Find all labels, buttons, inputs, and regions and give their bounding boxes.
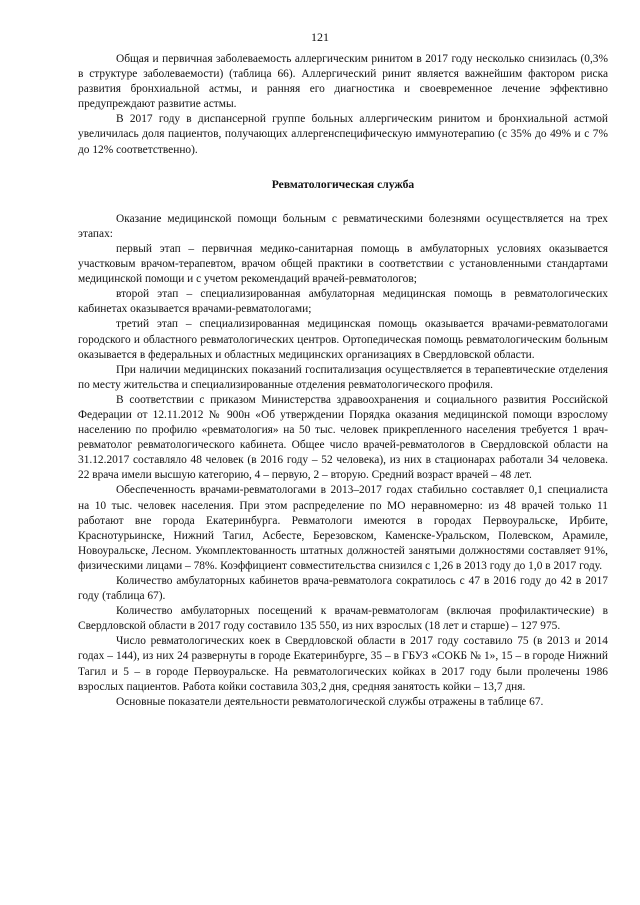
page-number: 121 bbox=[311, 30, 329, 44]
body-paragraph: Обеспеченность врачами-ревматологами в 2013–2017 годах стабильно составляет 0,1 специалиста на 10 тыс. человек населения. При этом распределение по МО неравномерно: из 48 врачей только 11 работают вне города Екатеринбурга. Ревматологи имеются в городах Первоуральске, Ирбите, Краснотурьинске, Нижний Тагил, Асбесте, Березовском, Каменске-Уральском, Полевском, Арамиле, Новоуральске, Лесном. Укомплектованность штатных должностей занятыми должностями составляет 91%, физическими лицами – 78%. Коэффициент совместительства снизился с 1,26 в 2013 году до 1,0 в 2017 году. bbox=[78, 484, 608, 572]
body-paragraph: Основные показатели деятельности ревматологической службы отражены в таблице 67. bbox=[116, 695, 544, 708]
section-title: Ревматологическая служба bbox=[271, 177, 415, 191]
page-content bbox=[78, 52, 608, 710]
stage-three-paragraph: третий этап – специализированная медицинская помощь оказывается врачами-ревматологами городского и областного ревматологических центров. Ортопедическая помощь ревматологическим больным оказывается в федеральных и областных медицинских организациях в Свердловской области. bbox=[78, 318, 608, 361]
stage-one-paragraph: первый этап – первичная медико-санитарная помощь в амбулаторных условиях оказывается участковым врачом-терапевтом, врачом общей практики в соответствии с установленными стандартами медицинской помощи и с учетом рекомендаций врачей-ревматологов; bbox=[78, 242, 608, 286]
body-paragraph: При наличии медицинских показаний госпитализация осуществляется в терапевтические отделения по месту жительства и специализированные отделения ревматологического профиля. bbox=[78, 363, 608, 391]
body-paragraph: В соответствии с приказом Министерства здравоохранения и социального развития Российской Федерации от 12.11.2012 № 900н «Об утверждении Порядка оказания медицинской помощи взрослому населению по профилю «ревматология» на 50 тыс. человек прикрепленного населения требуется 1 врач-ревматолог ревматологического кабинета. Общее число врачей-ревматологов в Свердловской области на 31.12.2017 составляло 48 человек (в 2016 году – 52 человека), из них в стационарах работали 34 человека. 22 врача имели высшую категорию, 4 – первую, 2 – вторую. Средний возраст врачей – 48 лет. bbox=[78, 393, 608, 482]
body-paragraph: Оказание медицинской помощи больным с ревматическими болезнями осуществляется на трех этапах: bbox=[78, 212, 608, 240]
body-paragraph: Число ревматологических коек в Свердловской области в 2017 году составило 75 (в 2013 и 2014 годах – 144), из них 24 развернуты в городе Екатеринбурге, 35 – в ГБУЗ «СОКБ № 1», 15 – в городе Нижний Тагил и 5 – в городе Первоуральске. На ревматологических койках в 2017 году были пролечены 1986 взрослых пациентов. Работа койки составила 303,2 дня, средняя занятость койки – 13,7 дня. bbox=[78, 635, 608, 693]
stage-two-paragraph: второй этап – специализированная амбулаторная медицинская помощь в ревматологических кабинетах оказывается врачами-ревматологами; bbox=[78, 288, 608, 316]
intro-paragraph-2: В 2017 году в диспансерной группе больных аллергическим ринитом и бронхиальной астмой увеличилась доля пациентов, получающих аллергенспецифическую иммунотерапию (с 35% до 49% и с 7% до 12% соответственно). bbox=[78, 113, 608, 156]
intro-paragraph-1: Общая и первичная заболеваемость аллергическим ринитом в 2017 году несколько снизилась (0,3% в структуре заболеваемости) (таблица 66). Аллергический ринит является важнейшим фактором риска развития бронхиальной астмы, и ранняя его диагностика и своевременное лечение эффективно предупреждают развитие астмы. bbox=[78, 53, 608, 111]
body-paragraph: Количество амбулаторных посещений к врачам-ревматологам (включая профилактические) в Свердловской области в 2017 году составило 135 550, из них взрослых (18 лет и старше) – 127 975. bbox=[78, 605, 608, 633]
body-paragraph: Количество амбулаторных кабинетов врача-ревматолога сократилось с 47 в 2016 году до 42 в 2017 году (таблица 67). bbox=[78, 575, 608, 603]
